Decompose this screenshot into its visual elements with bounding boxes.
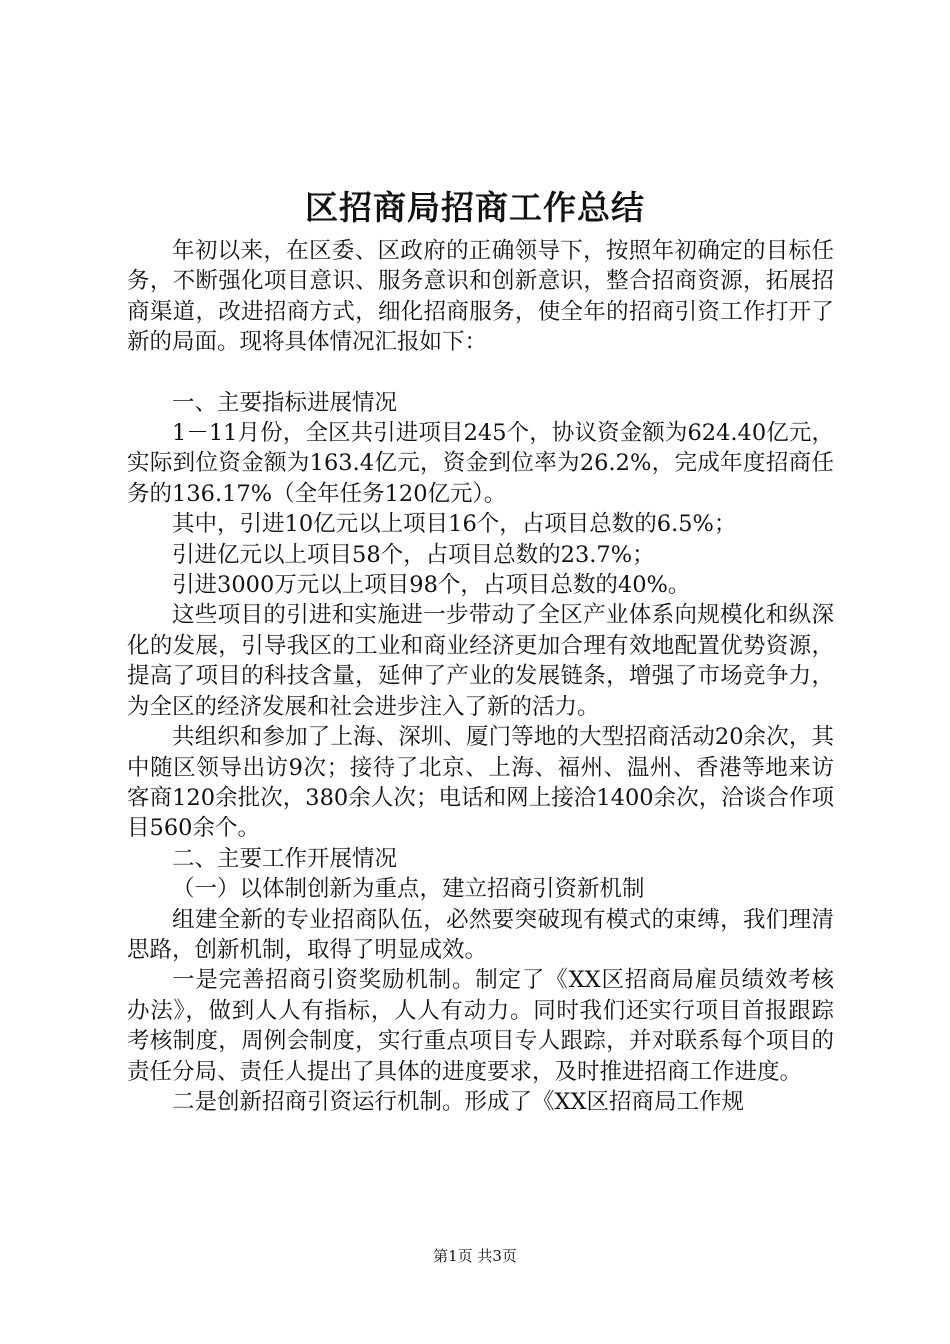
activities-paragraph: 共组织和参加了上海、深圳、厦门等地的大型招商活动20余次，其中随区领导出访9次；接待了北京、上海、福州、温州、香港等地来访客商120余批次，380余人次；电话和网上接洽1400余次，洽谈合作项目560余个。 xyxy=(127,724,834,842)
section-heading-1: 一、主要指标进展情况 xyxy=(172,389,398,416)
subsection-heading-1: （一）以体制创新为重点，建立招商引资新机制 xyxy=(172,876,645,903)
indicator-line-2: 引进亿元以上项目58个，占项目总数的23.7%； xyxy=(172,541,655,568)
incentive-paragraph: 一是完善招商引资奖励机制。制定了《XX区招商局雇员绩效考核办法》，做到人人有指标，人人有动力。同时我们还实行项目首报跟踪考核制度，周例会制度，实行重点项目专人跟踪，并对联系每个项目的责任分局、责任人提出了具体的进度要求，及时推进招商工作进度。 xyxy=(127,967,834,1085)
mechanism-paragraph: 二是创新招商引资运行机制。形成了《XX区招商局工作规 xyxy=(172,1088,745,1115)
team-paragraph: 组建全新的专业招商队伍，必然要突破现有模式的束缚，我们理清思路，创新机制，取得了明显成效。 xyxy=(127,906,834,963)
indicator-summary-paragraph: 1－11月份，全区共引进项目245个，协议资金额为624.40亿元，实际到位资金额为163.4亿元，资金到位率为26.2%，完成年度招商任务的136.17%（全年任务120亿元）。 xyxy=(127,420,834,507)
page-footer: 第1页 共3页 xyxy=(433,1247,517,1265)
section-heading-2: 二、主要工作开展情况 xyxy=(172,845,398,872)
document-title: 区招商局招商工作总结 xyxy=(305,188,645,227)
indicator-line-3: 引进3000万元以上项目98个，占项目总数的40%。 xyxy=(172,572,691,599)
document-body xyxy=(127,236,834,1117)
indicator-line-1: 其中，引进10亿元以上项目16个，占项目总数的6.5%； xyxy=(172,511,737,538)
impact-paragraph: 这些项目的引进和实施进一步带动了全区产业体系向规模化和纵深化的发展，引导我区的工业和商业经济更加合理有效地配置优势资源，提高了项目的科技含量，延伸了产业的发展链条，增强了市场竞争力，为全区的经济发展和社会进步注入了新的活力。 xyxy=(127,602,834,720)
intro-paragraph: 年初以来，在区委、区政府的正确领导下，按照年初确定的目标任务，不断强化项目意识、服务意识和创新意识，整合招商资源，拓展招商渠道，改进招商方式，细化招商服务，使全年的招商引资工作打开了新的局面。现将具体情况汇报如下： xyxy=(127,238,834,356)
